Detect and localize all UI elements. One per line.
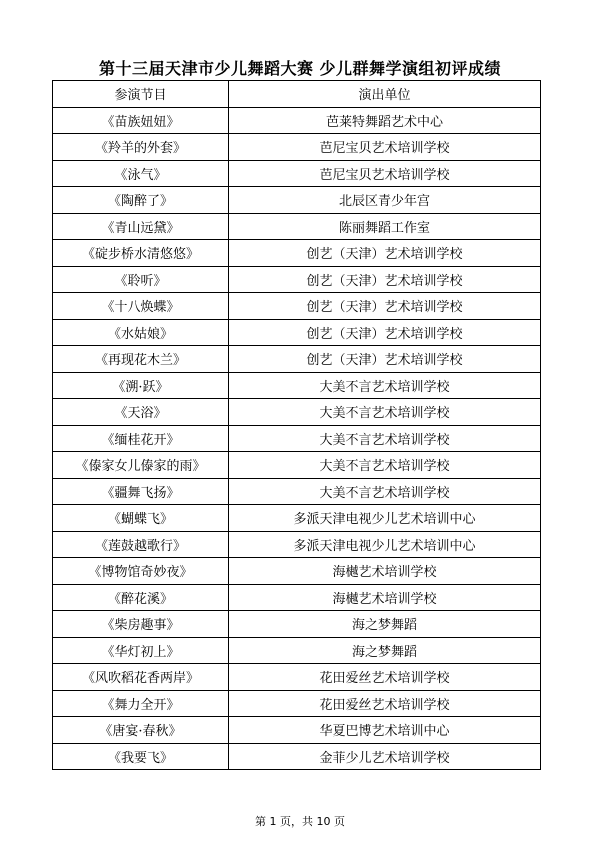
unit-cell: 华夏巴博艺术培训中心	[229, 717, 541, 744]
unit-cell: 陈丽舞蹈工作室	[229, 213, 541, 240]
unit-cell: 金菲少儿艺术培训学校	[229, 743, 541, 770]
table-row	[53, 107, 541, 134]
program-cell: 《泳气》	[53, 160, 229, 187]
unit-cell: 多派天津电视少儿艺术培训中心	[229, 505, 541, 532]
program-cell: 《聆听》	[53, 266, 229, 293]
table-row	[53, 452, 541, 479]
table-body	[53, 107, 541, 770]
program-cell: 《陶醉了》	[53, 187, 229, 214]
program-cell: 《碇步桥水清悠悠》	[53, 240, 229, 267]
unit-cell: 海之梦舞蹈	[229, 637, 541, 664]
table-row	[53, 611, 541, 638]
program-cell: 《天浴》	[53, 399, 229, 426]
program-cell: 《蝴蝶飞》	[53, 505, 229, 532]
table-row	[53, 213, 541, 240]
table-row	[53, 478, 541, 505]
page-footer: 第 1 页，共 10 页	[255, 815, 345, 828]
unit-cell: 创艺（天津）艺术培训学校	[229, 346, 541, 373]
unit-cell: 海樾艺术培训学校	[229, 584, 541, 611]
table-row	[53, 160, 541, 187]
program-cell: 《柴房趣事》	[53, 611, 229, 638]
table-row	[53, 637, 541, 664]
unit-cell: 芭莱特舞蹈艺术中心	[229, 107, 541, 134]
unit-cell: 花田爱丝艺术培训学校	[229, 664, 541, 691]
table-row	[53, 266, 541, 293]
table-row	[53, 531, 541, 558]
table-row	[53, 240, 541, 267]
program-cell: 《溯·跃》	[53, 372, 229, 399]
unit-cell: 大美不言艺术培训学校	[229, 478, 541, 505]
program-cell: 《舞力全开》	[53, 690, 229, 717]
program-cell: 《傣家女儿傣家的雨》	[53, 452, 229, 479]
unit-cell: 海樾艺术培训学校	[229, 558, 541, 585]
program-cell: 《莲鼓越歌行》	[53, 531, 229, 558]
table-row	[53, 743, 541, 770]
unit-cell: 创艺（天津）艺术培训学校	[229, 240, 541, 267]
unit-cell: 芭尼宝贝艺术培训学校	[229, 160, 541, 187]
table-row	[53, 346, 541, 373]
page-title: 第十三届天津市少儿舞蹈大赛 少儿群舞学演组初评成绩	[98, 59, 502, 78]
table-row	[53, 717, 541, 744]
unit-cell: 多派天津电视少儿艺术培训中心	[229, 531, 541, 558]
table-row	[53, 584, 541, 611]
unit-cell: 大美不言艺术培训学校	[229, 452, 541, 479]
program-cell: 《青山远黛》	[53, 213, 229, 240]
table-row	[53, 293, 541, 320]
results-table	[52, 80, 541, 770]
column-header-program: 参演节目	[53, 81, 229, 108]
column-header-unit: 演出单位	[229, 81, 541, 108]
program-cell: 《水姑娘》	[53, 319, 229, 346]
program-cell: 《华灯初上》	[53, 637, 229, 664]
unit-cell: 创艺（天津）艺术培训学校	[229, 266, 541, 293]
unit-cell: 花田爱丝艺术培训学校	[229, 690, 541, 717]
program-cell: 《苗族妞妞》	[53, 107, 229, 134]
unit-cell: 芭尼宝贝艺术培训学校	[229, 134, 541, 161]
program-cell: 《我要飞》	[53, 743, 229, 770]
program-cell: 《醉花溪》	[53, 584, 229, 611]
program-cell: 《风吹稻花香两岸》	[53, 664, 229, 691]
table-row	[53, 690, 541, 717]
unit-cell: 大美不言艺术培训学校	[229, 399, 541, 426]
unit-cell: 创艺（天津）艺术培训学校	[229, 319, 541, 346]
table-row	[53, 558, 541, 585]
program-cell: 《唐宴·春秋》	[53, 717, 229, 744]
unit-cell: 大美不言艺术培训学校	[229, 372, 541, 399]
program-cell: 《羚羊的外套》	[53, 134, 229, 161]
table-row	[53, 319, 541, 346]
unit-cell: 海之梦舞蹈	[229, 611, 541, 638]
unit-cell: 创艺（天津）艺术培训学校	[229, 293, 541, 320]
program-cell: 《缅桂花开》	[53, 425, 229, 452]
table-row	[53, 134, 541, 161]
table-row	[53, 425, 541, 452]
table-row	[53, 372, 541, 399]
table-row	[53, 505, 541, 532]
unit-cell: 北辰区青少年宫	[229, 187, 541, 214]
program-cell: 《再现花木兰》	[53, 346, 229, 373]
program-cell: 《疆舞飞扬》	[53, 478, 229, 505]
table-header-row	[53, 81, 541, 108]
program-cell: 《十八焕蝶》	[53, 293, 229, 320]
program-cell: 《博物馆奇妙夜》	[53, 558, 229, 585]
table-row	[53, 399, 541, 426]
table-row	[53, 187, 541, 214]
table-row	[53, 664, 541, 691]
unit-cell: 大美不言艺术培训学校	[229, 425, 541, 452]
